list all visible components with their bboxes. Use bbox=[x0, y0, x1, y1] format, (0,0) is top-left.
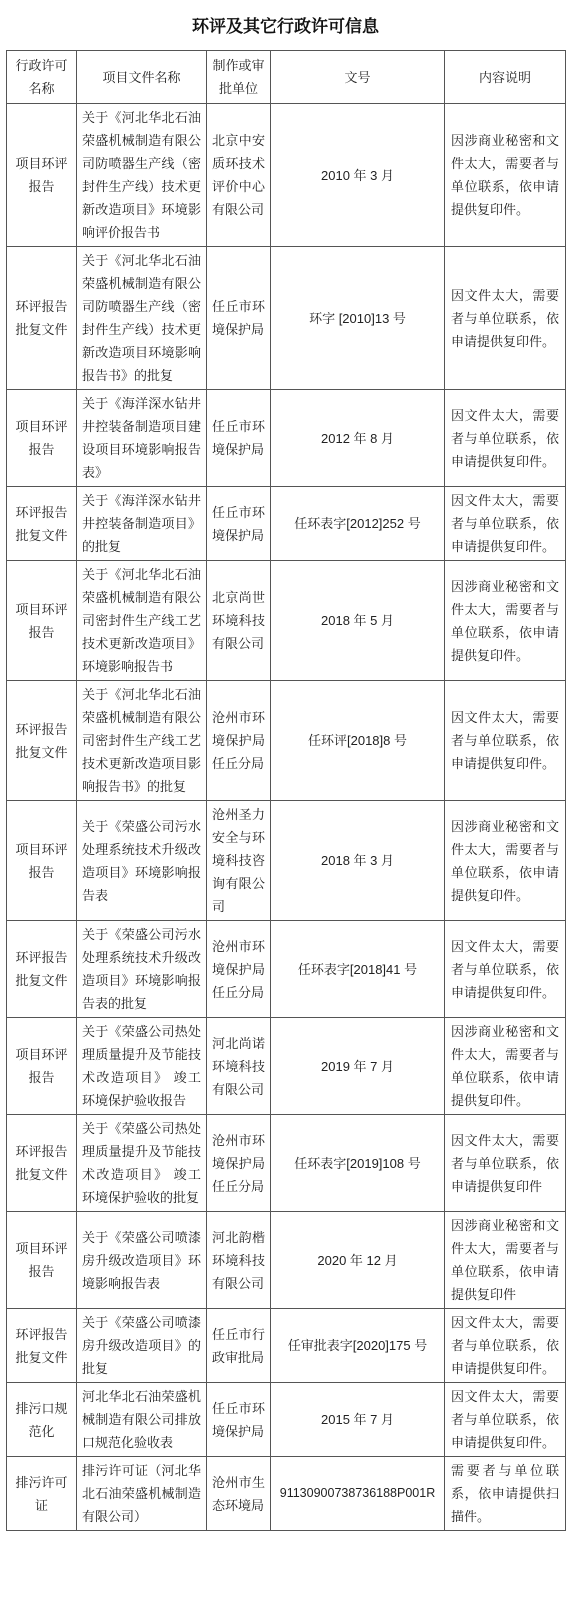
header-doc-number: 文号 bbox=[271, 51, 445, 104]
cell-permit-type: 环评报告批复文件 bbox=[7, 247, 77, 390]
cell-document-name: 关于《河北华北石油荣盛机械制造有限公司防喷器生产线（密封件生产线）技术更新改造项目》环境影响评价报告书 bbox=[77, 104, 207, 247]
cell-doc-number: 任环表字[2018]41 号 bbox=[271, 921, 445, 1018]
cell-document-name: 关于《海洋深水钻井井控装备制造项目》的批复 bbox=[77, 487, 207, 561]
cell-document-name: 关于《河北华北石油荣盛机械制造有限公司密封件生产线工艺技术更新改造项目》环境影响报告书 bbox=[77, 561, 207, 681]
cell-permit-type: 排污口规范化 bbox=[7, 1383, 77, 1457]
cell-doc-number: 2012 年 8 月 bbox=[271, 390, 445, 487]
table-row bbox=[7, 1018, 566, 1115]
cell-doc-number: 2015 年 7 月 bbox=[271, 1383, 445, 1457]
cell-doc-number: 91130900738736188P001R bbox=[271, 1457, 445, 1531]
cell-note: 因涉商业秘密和文件太大，需要者与单位联系，依申请提供复印件。 bbox=[445, 1018, 566, 1115]
cell-note: 因文件太大，需要者与单位联系，依申请提供复印件。 bbox=[445, 1309, 566, 1383]
table-row bbox=[7, 1115, 566, 1212]
header-note: 内容说明 bbox=[445, 51, 566, 104]
cell-issuer: 北京中安质环技术评价中心有限公司 bbox=[207, 104, 271, 247]
cell-permit-type: 环评报告批复文件 bbox=[7, 487, 77, 561]
table-row bbox=[7, 390, 566, 487]
table-row bbox=[7, 487, 566, 561]
cell-document-name: 关于《河北华北石油荣盛机械制造有限公司防喷器生产线（密封件生产线）技术更新改造项目环境影响报告书》的批复 bbox=[77, 247, 207, 390]
cell-issuer: 沧州市环境保护局任丘分局 bbox=[207, 921, 271, 1018]
page-title: 环评及其它行政许可信息 bbox=[192, 17, 379, 37]
cell-issuer: 任丘市环境保护局 bbox=[207, 487, 271, 561]
table-row bbox=[7, 1309, 566, 1383]
cell-note: 因文件太大，需要者与单位联系，依申请提供复印件。 bbox=[445, 487, 566, 561]
cell-issuer: 任丘市行政审批局 bbox=[207, 1309, 271, 1383]
table-row bbox=[7, 1383, 566, 1457]
table-row bbox=[7, 247, 566, 390]
cell-note: 因文件太大，需要者与单位联系，依申请提供复印件。 bbox=[445, 1383, 566, 1457]
cell-note: 因涉商业秘密和文件太大，需要者与单位联系，依申请提供复印件。 bbox=[445, 104, 566, 247]
cell-document-name: 关于《荣盛公司污水处理系统技术升级改造项目》环境影响报告表 bbox=[77, 801, 207, 921]
cell-permit-type: 环评报告批复文件 bbox=[7, 921, 77, 1018]
cell-permit-type: 项目环评报告 bbox=[7, 390, 77, 487]
cell-issuer: 沧州圣力安全与环境科技咨询有限公司 bbox=[207, 801, 271, 921]
cell-permit-type: 项目环评报告 bbox=[7, 1018, 77, 1115]
table-row bbox=[7, 921, 566, 1018]
cell-note: 需要者与单位联系，依申请提供扫描件。 bbox=[445, 1457, 566, 1531]
cell-doc-number: 任环表字[2019]108 号 bbox=[271, 1115, 445, 1212]
header-document-name: 项目文件名称 bbox=[77, 51, 207, 104]
cell-doc-number: 任环评[2018]8 号 bbox=[271, 681, 445, 801]
cell-note: 因文件太大，需要者与单位联系，依申请提供复印件。 bbox=[445, 390, 566, 487]
cell-issuer: 任丘市环境保护局 bbox=[207, 1383, 271, 1457]
cell-document-name: 关于《荣盛公司热处理质量提升及节能技术改造项目》 竣工环境保护验收的批复 bbox=[77, 1115, 207, 1212]
cell-doc-number: 2020 年 12 月 bbox=[271, 1212, 445, 1309]
cell-permit-type: 项目环评报告 bbox=[7, 1212, 77, 1309]
cell-doc-number: 2019 年 7 月 bbox=[271, 1018, 445, 1115]
cell-permit-type: 环评报告批复文件 bbox=[7, 681, 77, 801]
cell-doc-number: 环字 [2010]13 号 bbox=[271, 247, 445, 390]
cell-note: 因文件太大，需要者与单位联系，依申请提供复印件。 bbox=[445, 247, 566, 390]
cell-permit-type: 项目环评报告 bbox=[7, 561, 77, 681]
cell-doc-number: 2010 年 3 月 bbox=[271, 104, 445, 247]
cell-document-name: 关于《荣盛公司热处理质量提升及节能技术改造项目》 竣工环境保护验收报告 bbox=[77, 1018, 207, 1115]
cell-permit-type: 项目环评报告 bbox=[7, 104, 77, 247]
cell-document-name: 关于《荣盛公司喷漆房升级改造项目》环境影响报告表 bbox=[77, 1212, 207, 1309]
cell-permit-type: 环评报告批复文件 bbox=[7, 1309, 77, 1383]
cell-document-name: 关于《河北华北石油荣盛机械制造有限公司密封件生产线工艺技术更新改造项目影响报告书》的批复 bbox=[77, 681, 207, 801]
cell-document-name: 排污许可证（河北华北石油荣盛机械制造有限公司） bbox=[77, 1457, 207, 1531]
cell-doc-number: 2018 年 5 月 bbox=[271, 561, 445, 681]
cell-issuer: 河北尚诺环境科技有限公司 bbox=[207, 1018, 271, 1115]
cell-note: 因涉商业秘密和文件太大，需要者与单位联系，依申请提供复印件。 bbox=[445, 801, 566, 921]
cell-document-name: 河北华北石油荣盛机械制造有限公司排放口规范化验收表 bbox=[77, 1383, 207, 1457]
cell-issuer: 任丘市环境保护局 bbox=[207, 247, 271, 390]
cell-note: 因文件太大，需要者与单位联系，依申请提供复印件 bbox=[445, 1115, 566, 1212]
table-row bbox=[7, 681, 566, 801]
cell-doc-number: 任环表字[2012]252 号 bbox=[271, 487, 445, 561]
table-header-row bbox=[7, 51, 566, 104]
cell-issuer: 沧州市环境保护局任丘分局 bbox=[207, 1115, 271, 1212]
table-row bbox=[7, 1457, 566, 1531]
cell-permit-type: 排污许可证 bbox=[7, 1457, 77, 1531]
cell-issuer: 沧州市生态环境局 bbox=[207, 1457, 271, 1531]
header-permit-name: 行政许可名称 bbox=[7, 51, 77, 104]
cell-doc-number: 任审批表字[2020]175 号 bbox=[271, 1309, 445, 1383]
permit-table bbox=[6, 50, 566, 1531]
table-row bbox=[7, 561, 566, 681]
cell-issuer: 北京尚世环境科技有限公司 bbox=[207, 561, 271, 681]
cell-note: 因涉商业秘密和文件太大，需要者与单位联系，依申请提供复印件。 bbox=[445, 561, 566, 681]
cell-permit-type: 环评报告批复文件 bbox=[7, 1115, 77, 1212]
cell-note: 因文件太大，需要者与单位联系，依申请提供复印件。 bbox=[445, 681, 566, 801]
cell-issuer: 沧州市环境保护局任丘分局 bbox=[207, 681, 271, 801]
cell-document-name: 关于《荣盛公司污水处理系统技术升级改造项目》环境影响报告表的批复 bbox=[77, 921, 207, 1018]
cell-issuer: 河北韵楷环境科技有限公司 bbox=[207, 1212, 271, 1309]
cell-issuer: 任丘市环境保护局 bbox=[207, 390, 271, 487]
cell-doc-number: 2018 年 3 月 bbox=[271, 801, 445, 921]
table-row bbox=[7, 801, 566, 921]
table-row bbox=[7, 104, 566, 247]
header-issuer: 制作或审批单位 bbox=[207, 51, 271, 104]
cell-note: 因涉商业秘密和文件太大，需要者与单位联系，依申请提供复印件 bbox=[445, 1212, 566, 1309]
cell-document-name: 关于《荣盛公司喷漆房升级改造项目》的批复 bbox=[77, 1309, 207, 1383]
table-row bbox=[7, 1212, 566, 1309]
cell-document-name: 关于《海洋深水钻井井控装备制造项目建设项目环境影响报告表》 bbox=[77, 390, 207, 487]
cell-permit-type: 项目环评报告 bbox=[7, 801, 77, 921]
cell-note: 因文件太大，需要者与单位联系，依申请提供复印件。 bbox=[445, 921, 566, 1018]
